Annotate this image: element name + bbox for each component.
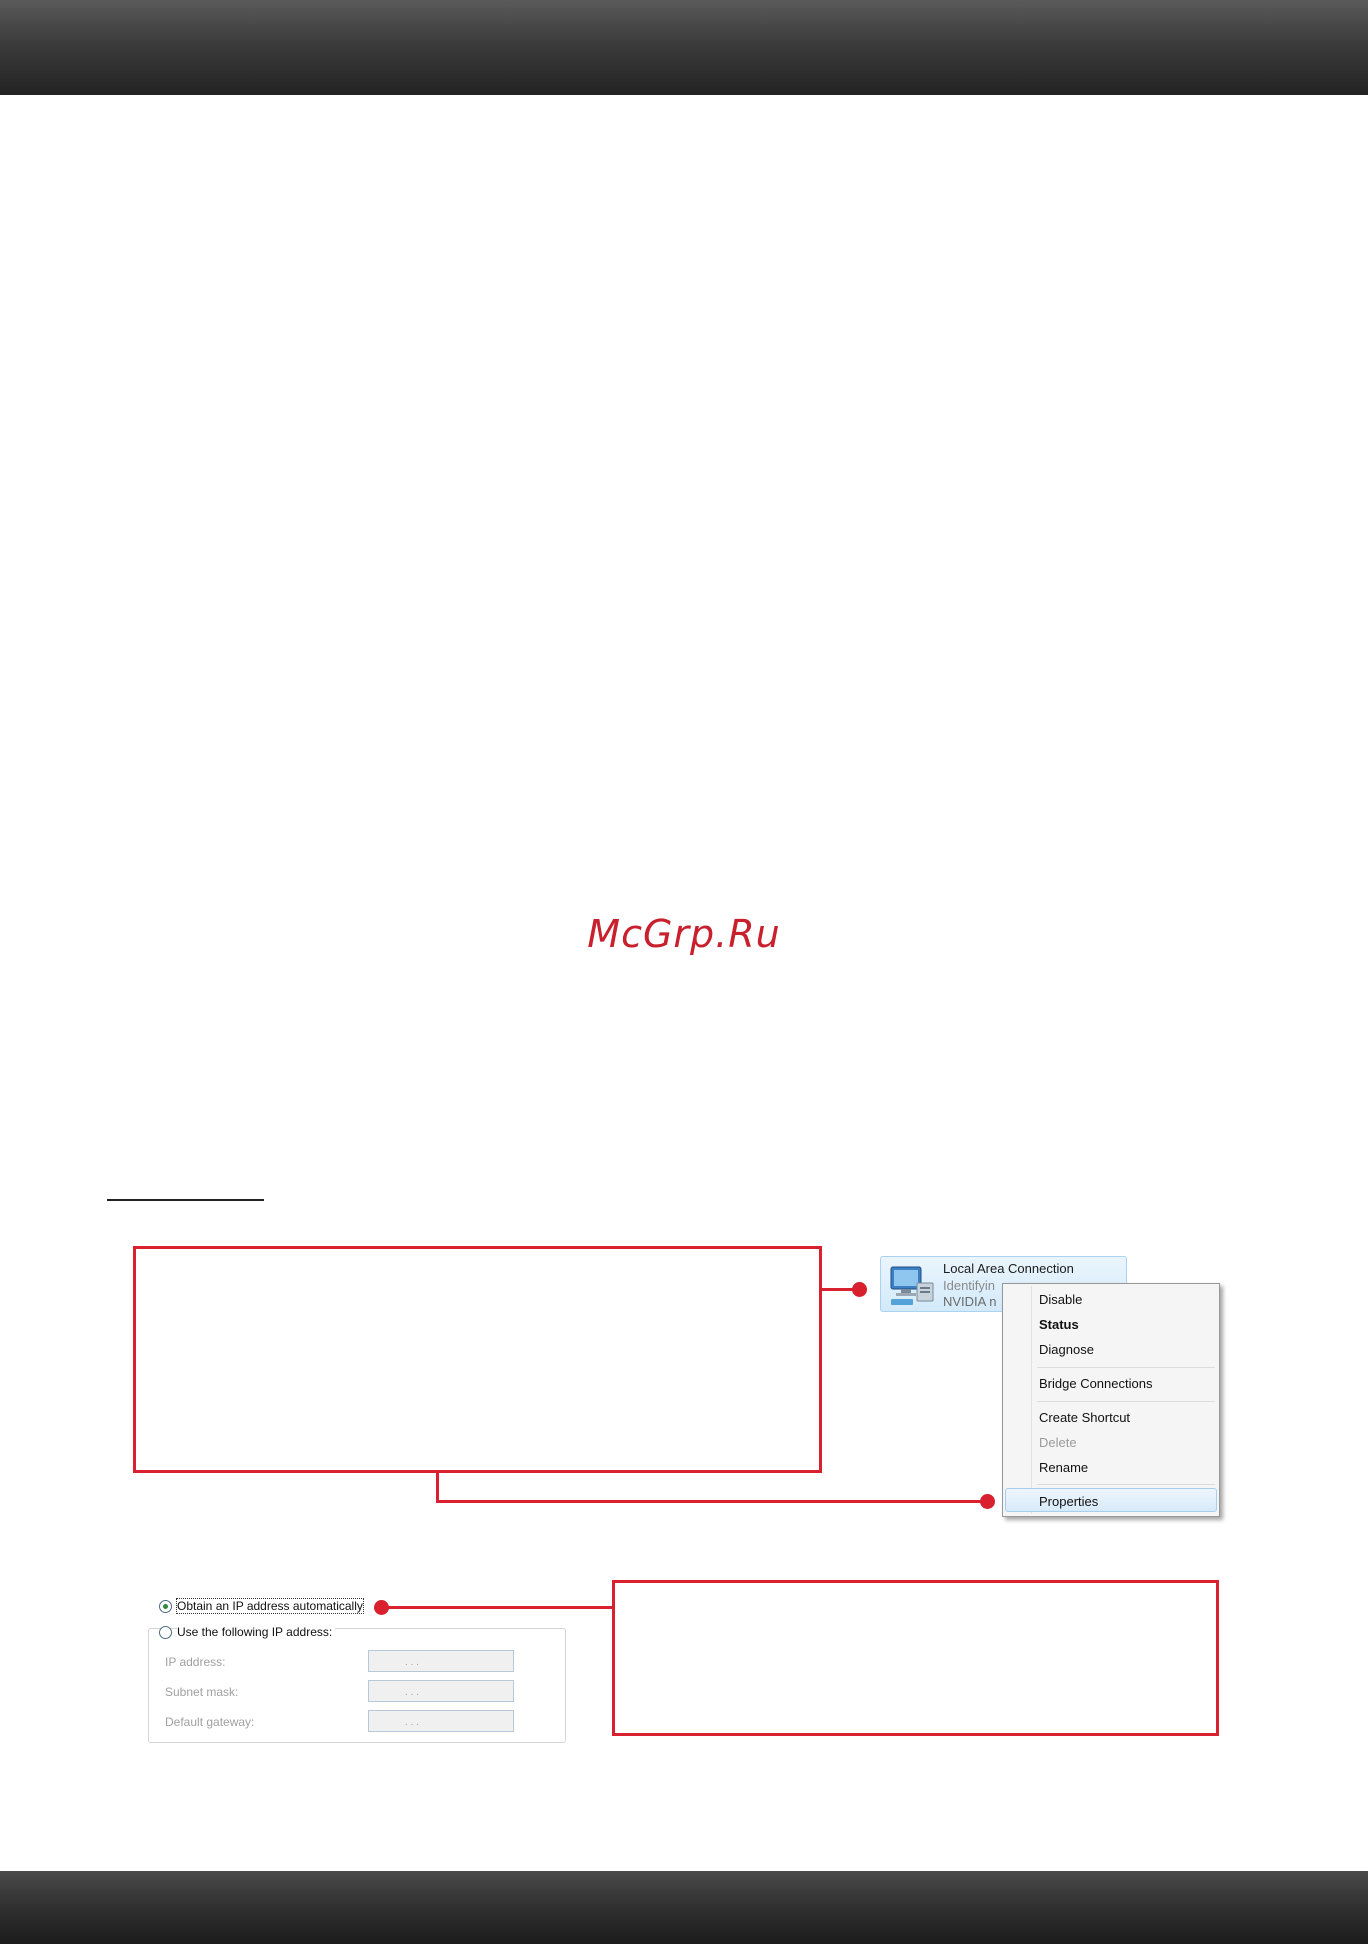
menu-item-properties[interactable]: Properties bbox=[1039, 1494, 1099, 1509]
connection-title: Local Area Connection bbox=[943, 1261, 1074, 1276]
menu-separator bbox=[1037, 1484, 1215, 1485]
section-heading-underline bbox=[107, 1199, 264, 1201]
menu-item-rename[interactable]: Rename bbox=[1039, 1460, 1089, 1475]
network-adapter-icon bbox=[887, 1261, 937, 1309]
watermark-text: McGrp.Ru bbox=[587, 912, 781, 956]
connection-adapter: NVIDIA n bbox=[943, 1294, 997, 1309]
menu-item-diagnose[interactable]: Diagnose bbox=[1039, 1342, 1094, 1357]
subnet-mask-field[interactable] bbox=[368, 1680, 514, 1702]
connection-status: Identifyin bbox=[943, 1278, 996, 1293]
callout-box-step-2 bbox=[612, 1580, 1219, 1736]
menu-item-status[interactable]: Status bbox=[1039, 1317, 1079, 1332]
connector-line bbox=[436, 1500, 986, 1503]
use-following-ip-radio[interactable] bbox=[159, 1626, 172, 1639]
subnet-mask-label: Subnet mask: bbox=[165, 1685, 239, 1699]
connector-dot bbox=[980, 1494, 995, 1509]
use-following-ip-label[interactable]: Use the following IP address: bbox=[177, 1625, 335, 1639]
page-header-bar bbox=[0, 0, 1368, 95]
ip-octet-separators: . . . bbox=[405, 1687, 419, 1698]
menu-item-disable[interactable]: Disable bbox=[1039, 1292, 1083, 1307]
menu-item-highlight bbox=[1005, 1488, 1217, 1512]
obtain-ip-auto-radio[interactable] bbox=[159, 1600, 172, 1613]
page-footer-bar bbox=[0, 1871, 1368, 1944]
menu-item-create-shortcut[interactable]: Create Shortcut bbox=[1039, 1410, 1131, 1425]
menu-gutter bbox=[1031, 1286, 1032, 1514]
ip-address-label: IP address: bbox=[165, 1655, 226, 1669]
connector-dot bbox=[852, 1282, 867, 1297]
static-ip-group bbox=[148, 1628, 566, 1743]
ip-settings-panel bbox=[146, 1588, 566, 1748]
connector-line bbox=[436, 1473, 439, 1503]
ip-address-field[interactable] bbox=[368, 1650, 514, 1672]
menu-item-delete: Delete bbox=[1039, 1435, 1077, 1450]
default-gateway-label: Default gateway: bbox=[165, 1715, 255, 1729]
menu-item-bridge-connections[interactable]: Bridge Connections bbox=[1039, 1376, 1153, 1391]
menu-separator bbox=[1037, 1367, 1215, 1368]
default-gateway-field[interactable] bbox=[368, 1710, 514, 1732]
context-menu bbox=[1002, 1283, 1220, 1517]
menu-separator bbox=[1037, 1401, 1215, 1402]
ip-octet-separators: . . . bbox=[405, 1717, 419, 1728]
ip-octet-separators: . . . bbox=[405, 1657, 419, 1668]
callout-box-step-1 bbox=[133, 1246, 822, 1473]
obtain-ip-auto-label[interactable]: Obtain an IP address automatically bbox=[177, 1599, 363, 1613]
